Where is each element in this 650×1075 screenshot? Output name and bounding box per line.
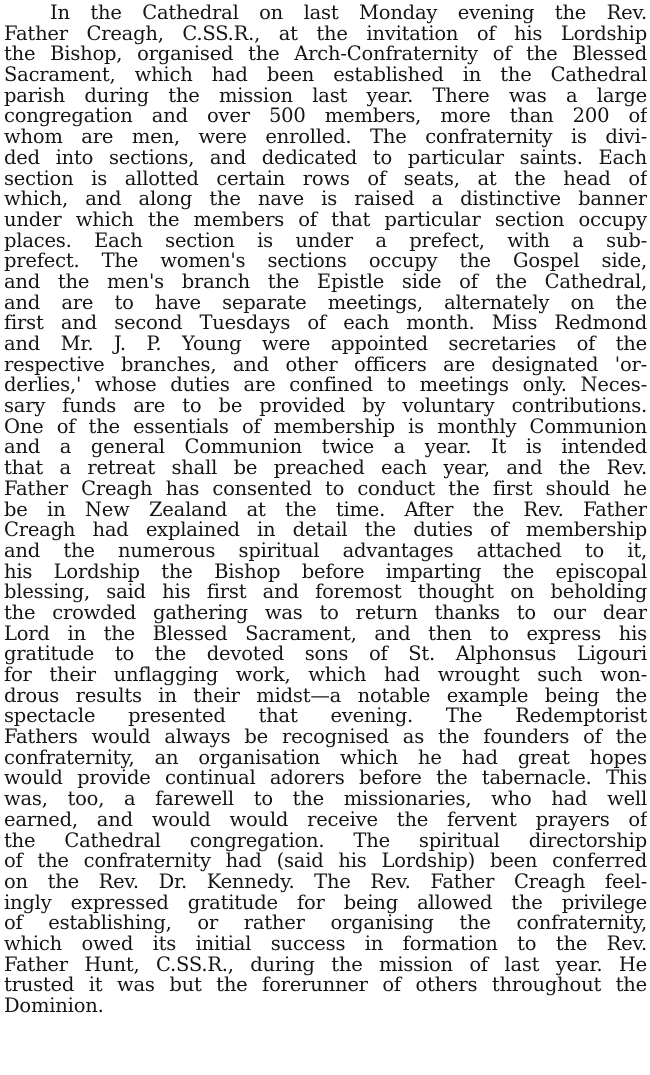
text-line: One of the essentials of membership is monthly Communion (4, 414, 647, 438)
text-line: ingly expressed gratitude for being allowed the privilege (4, 890, 647, 914)
text-line: of establishing, or rather organising the confraternity, (4, 911, 647, 935)
text-line: Father Creagh has consented to conduct the first should he (4, 476, 647, 500)
text-line: be in New Zealand at the time. After the Rev. Father (4, 497, 647, 521)
text-line: Fathers would always be recognised as the founders of the (4, 725, 647, 749)
text-line: Father Hunt, C.SS.R., during the mission of last year. He (4, 952, 647, 976)
text-line: blessing, said his first and foremost thought on beholding (4, 580, 647, 604)
text-line: Sacrament, which had been established in the Cathedral (4, 63, 647, 87)
text-line: places. Each section is under a prefect, with a sub- (4, 228, 647, 252)
text-line: Creagh had explained in detail the duties of membership (4, 518, 647, 542)
text-line: parish during the mission last year. There was a large (4, 83, 647, 107)
text-line: and the numerous spiritual advantages attached to it, (4, 538, 647, 562)
text-line: Lord in the Blessed Sacrament, and then to express his (4, 621, 647, 645)
text-line: and Mr. J. P. Young were appointed secretaries of the (4, 332, 647, 355)
text-line: of the confraternity had (said his Lordship) been conferred (4, 849, 647, 873)
text-line: sary funds are to be provided by voluntary contributions. (4, 394, 647, 418)
text-line: prefect. The women's sections occupy the Gospel side, (4, 249, 647, 273)
text-line: confraternity, an organisation which he had great hopes (4, 745, 647, 769)
text-line: which, and along the nave is raised a distinctive banner (4, 187, 647, 211)
text-line: for their unflagging work, which had wrought such won- (4, 663, 647, 686)
text-line: first and second Tuesdays of each month. Miss Redmond (4, 311, 647, 335)
text-line: that a retreat shall be preached each year, and the Rev. (4, 456, 647, 480)
text-line: respective branches, and other officers are designated 'or- (4, 352, 647, 376)
text-line: was, too, a farewell to the missionaries, who had well (4, 787, 647, 811)
text-line: earned, and would would receive the fervent prayers of (4, 807, 647, 831)
text-line: whom are men, were enrolled. The confraternity is divi- (4, 125, 647, 149)
text-line: and a general Communion twice a year. It is intended (4, 435, 647, 459)
text-line: congregation and over 500 members, more than 200 of (4, 104, 647, 128)
text-line: section is allotted certain rows of seats, at the head of (4, 166, 647, 190)
text-line: spectacle presented that evening. The Redemptorist (4, 704, 647, 728)
text-line: his Lordship the Bishop before imparting the episcopal (4, 559, 647, 583)
text-line: and the men's branch the Epistle side of the Cathedral, (4, 269, 647, 293)
text-line: the Bishop, organised the Arch-Confraternity of the Blessed (4, 42, 647, 66)
text-line: would provide continual adorers before the tabernacle. This (4, 766, 647, 790)
text-line: the Cathedral congregation. The spiritual directorship (4, 828, 647, 852)
text-line: Father Creagh, C.SS.R., at the invitation of his Lordship (4, 21, 647, 45)
text-line: which owed its initial success in formation to the Rev. (4, 931, 647, 955)
text-line: trusted it was but the forerunner of others throughout the (4, 973, 647, 997)
text-line: and are to have separate meetings, alternately on the (4, 290, 647, 314)
text-line: under which the members of that particular section occupy (4, 207, 647, 231)
text-line: In the Cathedral on last Monday evening the Rev. (50, 3, 647, 24)
newspaper-column (4, 3, 647, 1073)
text-line: derlies,' whose duties are confined to meetings only. Neces- (4, 373, 647, 397)
text-line: the crowded gathering was to return thanks to our dear (4, 600, 647, 624)
text-line: drous results in their midst—a notable example being the (4, 683, 647, 707)
text-line: ded into sections, and dedicated to particular saints. Each (4, 145, 647, 169)
text-line: on the Rev. Dr. Kennedy. The Rev. Father Creagh feel- (4, 869, 647, 893)
text-line: gratitude to the devoted sons of St. Alphonsus Ligouri (4, 642, 647, 666)
text-line: Dominion. (4, 994, 104, 1017)
